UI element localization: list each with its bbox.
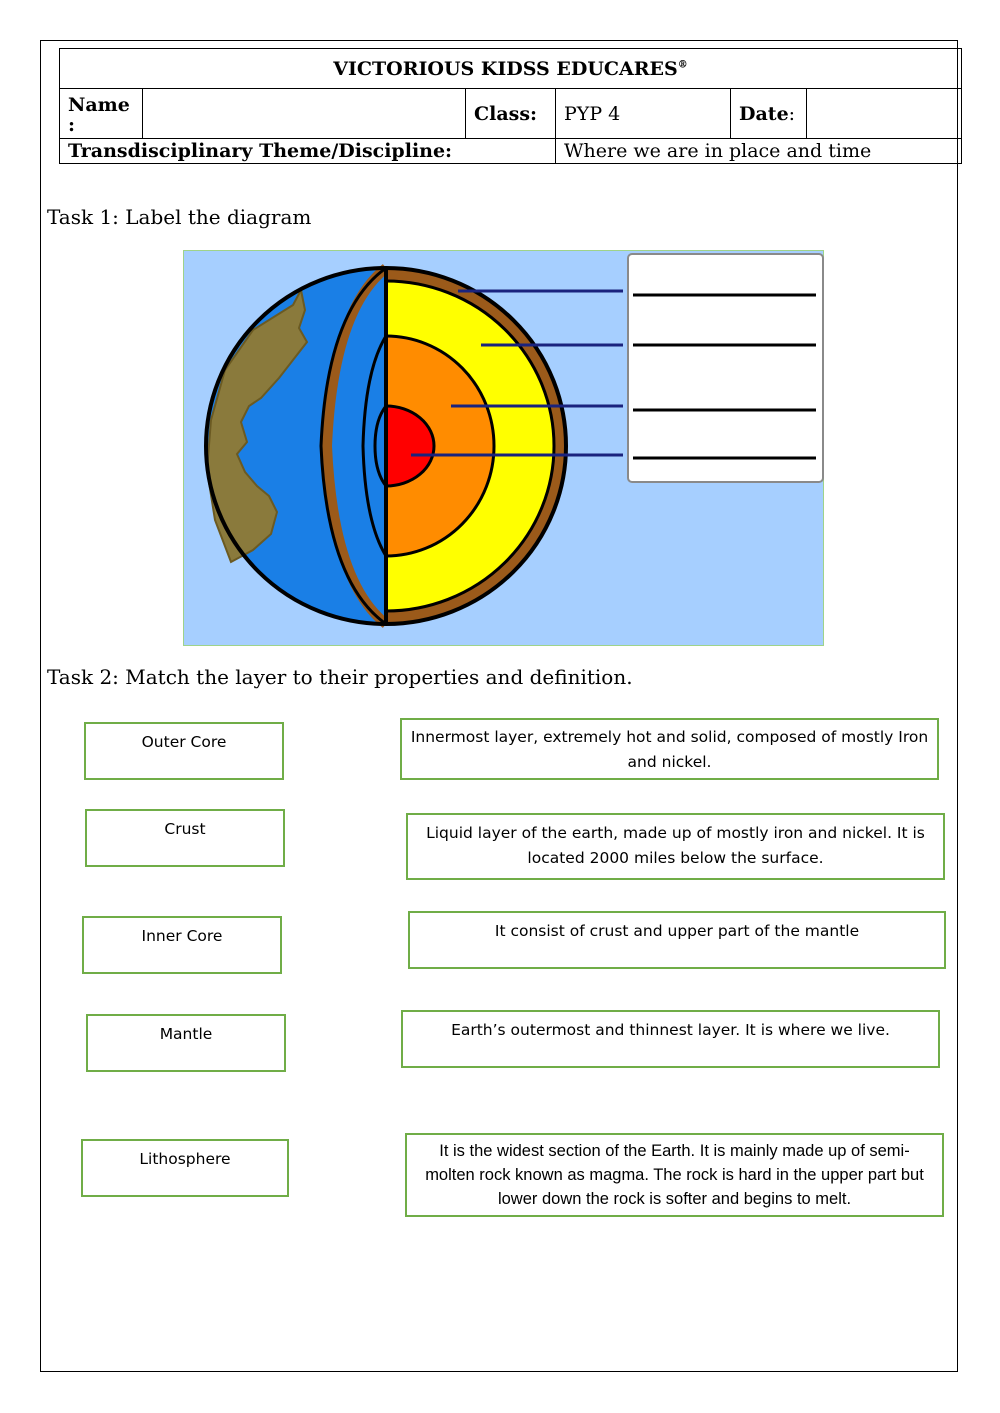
layer-box-mantle[interactable]: Mantle [86, 1014, 286, 1072]
definition-box-mantle[interactable]: It is the widest section of the Earth. It is mainly made up of semi-molten rock known as magma. The rock is hard in the upper part but lower down the rock is softer and begins to melt. [405, 1133, 944, 1217]
date-field[interactable] [807, 89, 962, 139]
definition-box-inner-core[interactable]: Innermost layer, extremely hot and solid, composed of mostly Iron and nickel. [400, 718, 939, 780]
name-label: Name : [60, 89, 143, 139]
task2-heading: Task 2: Match the layer to their properties and definition. [47, 665, 633, 689]
layer-box-inner-core[interactable]: Inner Core [82, 916, 282, 974]
earth-layers-diagram [183, 250, 824, 646]
definition-box-outer-core[interactable]: Liquid layer of the earth, made up of mostly iron and nickel. It is located 2000 miles below the surface. [406, 813, 945, 880]
label-panel [628, 254, 823, 482]
layer-box-outer-core[interactable]: Outer Core [84, 722, 284, 780]
date-label: Date: [731, 89, 807, 139]
theme-label: Transdisciplinary Theme/Discipline: [60, 139, 556, 164]
definition-box-lithosphere[interactable]: It consist of crust and upper part of the mantle [408, 911, 946, 969]
class-label: Class: [466, 89, 556, 139]
theme-value: Where we are in place and time [556, 139, 962, 164]
definition-box-crust[interactable]: Earth’s outermost and thinnest layer. It is where we live. [401, 1010, 940, 1068]
class-value: PYP 4 [556, 89, 731, 139]
layer-box-lithosphere[interactable]: Lithosphere [81, 1139, 289, 1197]
name-field[interactable] [143, 89, 466, 139]
task1-heading: Task 1: Label the diagram [47, 205, 312, 229]
layer-box-crust[interactable]: Crust [85, 809, 285, 867]
school-title: VICTORIOUS KIDSS EDUCARES® [60, 49, 962, 89]
header-table [59, 48, 962, 164]
